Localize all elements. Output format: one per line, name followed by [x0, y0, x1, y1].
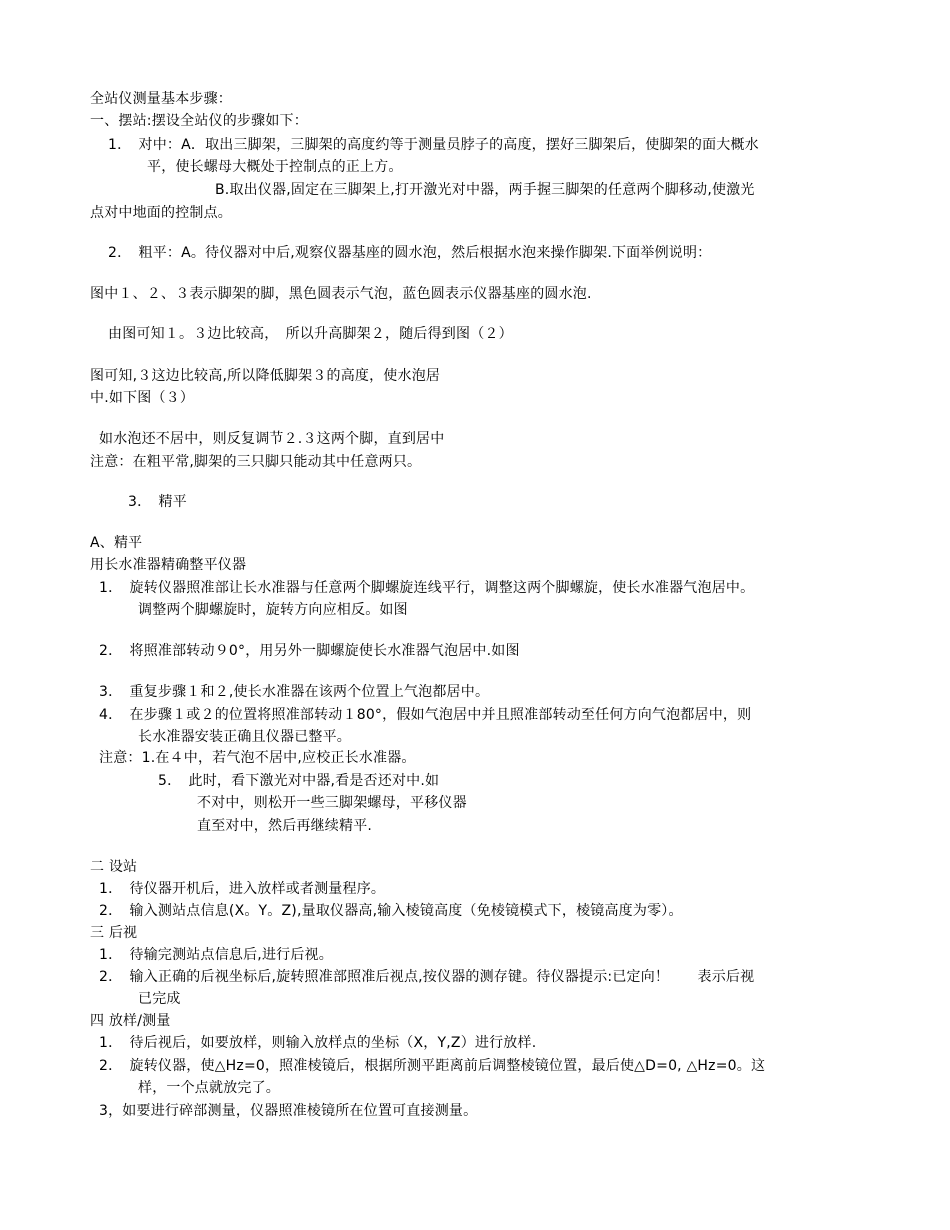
station-item2: 2． 输入测站点信息(X。Y。Z),量取仪器高,输入棱镜高度（免棱镜模式下，棱镜高度为零）。 [99, 903, 683, 919]
fine-item5-line2: 不对中，则松开一些三脚架螺母，平移仪器 [197, 795, 467, 811]
figure-description: 图中１、２、３表示脚架的脚，黑色圆表示气泡，蓝色圆表示仪器基座的圆水泡. [90, 286, 592, 302]
backsight-item2-line1: 2． 输入正确的后视坐标后,旋转照准部照准后视点,按仪器的测存键。待仪器提示:已定向！ 表示后视 [99, 969, 755, 985]
figure2-text-line2: 中.如下图（３） [90, 390, 195, 406]
stakeout-item3: 3，如要进行碎部测量，仪器照准棱镜所在位置可直接测量。 [99, 1103, 478, 1119]
figure2-text-line1: 图可知,３这边比较高,所以降低脚架３的高度，使水泡居 [90, 368, 441, 384]
step-centering-b-line2: 点对中地面的控制点。 [90, 205, 232, 221]
fine-item5-line1: 5． 此时，看下激光对中器,看是否还对中.如 [158, 773, 440, 789]
fine-note: 注意：1.在４中，若气泡不居中,应校正长水准器。 [99, 750, 416, 766]
backsight-item1: 1． 待输完测站点信息后,进行后视。 [99, 947, 333, 963]
figure1-text: 由图可知１。３边比较高， 所以升高脚架２，随后得到图（２） [108, 326, 513, 342]
step-centering-b-line1: B.取出仪器,固定在三脚架上,打开激光对中器，两手握三脚架的任意两个脚移动,使激光 [215, 182, 755, 198]
stakeout-item2-line2: 样，一个点就放完了。 [138, 1080, 280, 1096]
fine-item1-line2: 调整两个脚螺旋时，旋转方向应相反。如图 [138, 602, 408, 618]
station-item1: 1． 待仪器开机后，进入放样或者测量程序。 [99, 881, 386, 897]
fine-level-subheading: 用长水准器精确整平仪器 [90, 557, 247, 573]
fine-item3: 3． 重复步骤１和２,使长水准器在该两个位置上气泡都居中。 [99, 684, 490, 700]
fine-level-heading: A、精平 [90, 535, 143, 551]
fine-item2: 2． 将照准部转动９0°，用另外一脚螺旋使长水准器气泡居中.如图 [99, 643, 520, 659]
step-centering-a-line2: 平，使长螺母大概处于控制点的正上方。 [147, 159, 403, 175]
section-heading-station: 二 设站 [90, 859, 138, 875]
fine-item5-line3: 直至对中，然后再继续精平. [197, 818, 373, 834]
fine-item4-line1: 4． 在步骤１或２的位置将照准部转动１80°，假如气泡居中并且照准部转动至任何方向气泡都居中，则 [99, 707, 752, 723]
section-heading-backsight: 三 后视 [90, 925, 138, 941]
stakeout-item2-line1: 2． 旋转仪器，使△Hz=0，照准棱镜后，根据所测平距离前后调整棱镜位置，最后使△D=0, △Hz=0。这 [99, 1058, 766, 1074]
step-rough-level: 2． 粗平：A。待仪器对中后,观察仪器基座的圆水泡，然后根据水泡来操作脚架.下面举例说明： [108, 245, 712, 261]
backsight-item2-line2: 已完成 [138, 991, 181, 1007]
repeat-adjust-text: 如水泡还不居中，则反复调节２.３这两个脚，直到居中 [99, 431, 445, 447]
step-fine-level: 3． 精平 [128, 494, 187, 510]
rough-level-note: 注意：在粗平常,脚架的三只脚只能动其中任意两只。 [90, 454, 422, 470]
section-heading-setup: 一、摆站:摆设全站仪的步骤如下： [90, 113, 308, 129]
fine-item1-line1: 1． 旋转仪器照准部让长水准器与任意两个脚螺旋连线平行，调整这两个脚螺旋，使长水准器气泡居中。 [99, 580, 755, 596]
document-title: 全站仪测量基本步骤： [90, 91, 232, 107]
step-centering-a-line1: 1． 对中：A．取出三脚架，三脚架的高度约等于测量员脖子的高度，摆好三脚架后，使脚架的面大概水 [108, 137, 759, 153]
fine-item4-line2: 长水准器安装正确且仪器已整平。 [138, 729, 351, 745]
stakeout-item1: 1． 待后视后，如要放样，则输入放样点的坐标（X，Y,Z）进行放样. [99, 1035, 537, 1051]
section-heading-stakeout: 四 放样/测量 [90, 1013, 171, 1029]
